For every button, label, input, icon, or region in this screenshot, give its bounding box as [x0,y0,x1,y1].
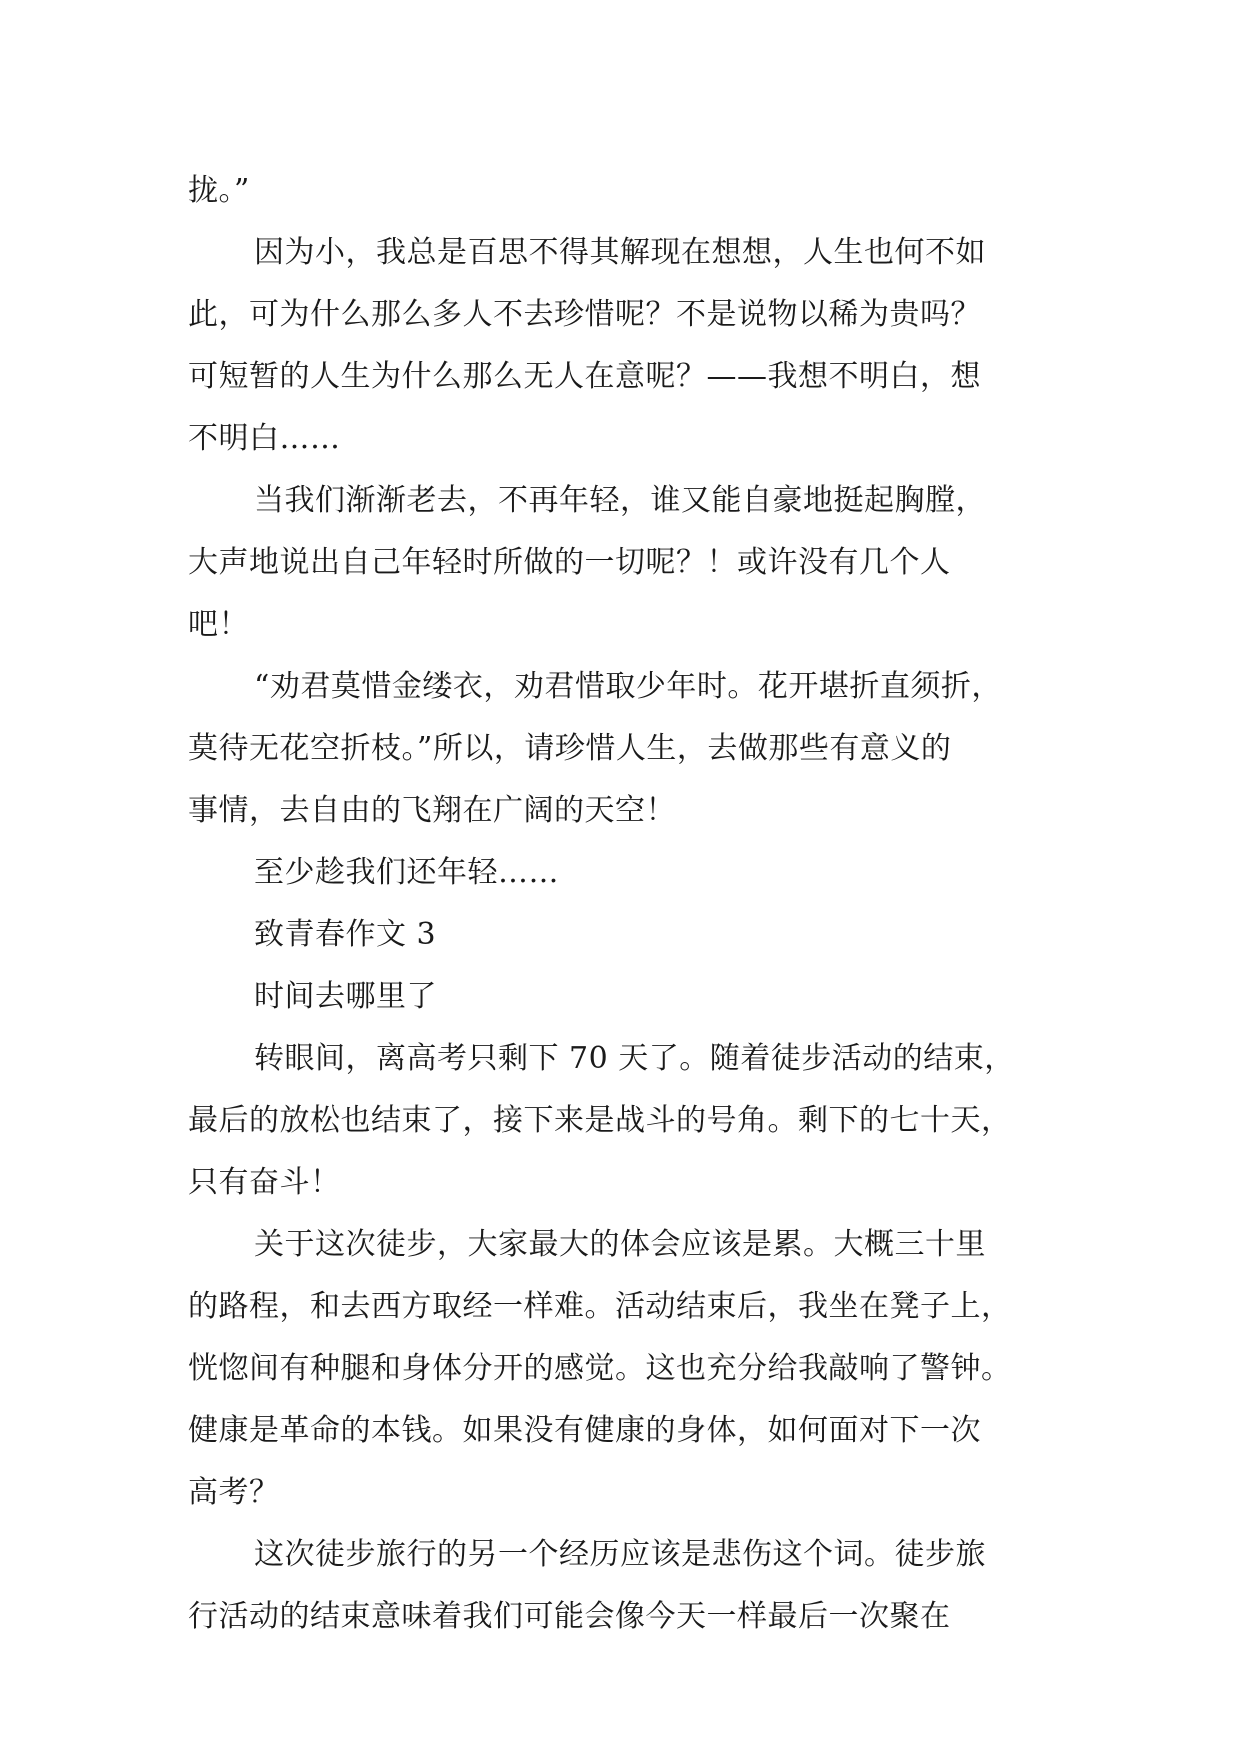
text-line: 吧！ [188,607,249,642]
text-line: 转眼间，离高考只剩下 70 天了。随着徒步活动的结束， [254,1041,1015,1076]
text-line: 至少趁我们还年轻…… [254,855,559,890]
text-line: 恍惚间有种腿和身体分开的感觉。这也充分给我敲响了警钟。 [188,1351,1012,1386]
text-line: 这次徒步旅行的另一个经历应该是悲伤这个词。徒步旅 [254,1537,986,1572]
text-line: 关于这次徒步，大家最大的体会应该是累。大概三十里 [254,1227,986,1262]
text-line: “劝君莫惜金缕衣，劝君惜取少年时。花开堪折直须折， [254,669,1002,704]
section-heading: 致青春作文 3 [254,917,437,952]
text-line: 此，可为什么那么多人不去珍惜呢？不是说物以稀为贵吗？ [188,297,981,332]
text-line: 只有奋斗！ [188,1165,341,1200]
text-line: 不明白…… [188,421,341,456]
text-line: 健康是革命的本钱。如果没有健康的身体，如何面对下一次 [188,1413,981,1448]
text-line: 莫待无花空折枝。”所以，请珍惜人生，去做那些有意义的 [188,731,952,766]
document-body [188,160,1048,1648]
text-line: 事情，去自由的飞翔在广阔的天空！ [188,793,676,828]
text-line: 高考？ [188,1475,280,1510]
text-line: 最后的放松也结束了，接下来是战斗的号角。剩下的七十天， [188,1103,1012,1138]
text-line: 行活动的结束意味着我们可能会像今天一样最后一次聚在 [188,1599,951,1634]
text-line: 拢。” [188,173,250,208]
essay-title: 时间去哪里了 [254,979,437,1014]
text-line: 因为小，我总是百思不得其解现在想想，人生也何不如 [254,235,986,270]
text-line: 可短暂的人生为什么那么无人在意呢？——我想不明白，想 [188,359,981,394]
text-line: 大声地说出自己年轻时所做的一切呢？！或许没有几个人 [188,545,951,580]
text-line: 当我们渐渐老去，不再年轻，谁又能自豪地挺起胸膛， [254,483,986,518]
text-line: 的路程，和去西方取经一样难。活动结束后，我坐在凳子上， [188,1289,1012,1324]
